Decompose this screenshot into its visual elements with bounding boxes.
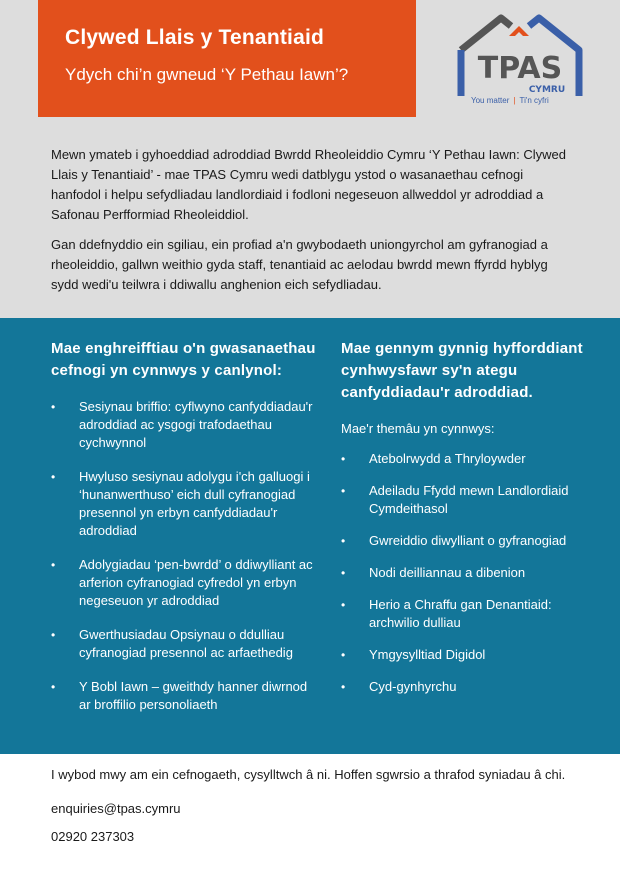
list-item: • Gwerthusiadau Opsiynau o ddulliau cyfranogiad presennol ac arfaethedig [51,626,321,662]
intro [51,145,571,305]
tpas-cymru-logo [455,10,585,110]
list-item: • Cyd-gynhyrchu [341,678,591,696]
training-column [341,338,591,710]
training-heading: Mae gennym gynnig hyfforddiant cynhwysfawr sy'n ategu canfyddiadau'r adroddiad. [341,340,583,401]
list-item: • Adolygiadau ‘pen-bwrdd’ o ddiwylliant ac arferion cyfranogiad cyfredol yn erbyn negeseuon yr adroddiad [51,556,321,610]
support-services-list [51,398,321,714]
themes-lead: Mae'r themâu yn cynnwys: [341,421,495,436]
contact-cta: I wybod mwy am ein cefnogaeth, cysylltwch â ni. Hoffen sgwrsio a thrafod syniadau â chi. [51,767,566,782]
services-section [0,318,620,754]
list-item: • Sesiynau briffio: cyflwyno canfyddiadau'r adroddiad ac ysgogi trafodaethau cychwynnol [51,398,321,452]
list-item: • Adeiladu Ffydd mewn Landlordiaid Cymdeithasol [341,482,591,518]
page-title: Clywed Llais y Tenantiaid [65,26,325,49]
list-item: • Ymgysylltiad Digidol [341,646,591,664]
title-banner [38,0,416,117]
logo-tagline-en: You matter [471,96,510,105]
logo-sub: CYMRU [528,85,566,95]
contact-footer [51,766,581,856]
list-item: • Y Bobl Iawn – gweithdy hanner diwrnod ar broffilio personoliaeth [51,678,321,714]
intro-paragraph-1: Mewn ymateb i gyhoeddiad adroddiad Bwrdd Rheoleiddio Cymru ‘Y Pethau Iawn: Clywed Llais y Tenantiaid’ - mae TPAS Cymru wedi datblygu ystod o wasanaethau cefnogi hanfodol i helpu sefydliadau landlordiaid i fodloni negeseuon allweddol yr adroddiad a Safonau Perfformiad Rheoleiddiol. [51,147,566,222]
logo-tagline-separator: | [513,96,516,105]
logo-tagline-cy: Ti'n cyfri [519,96,549,105]
list-item: • Gwreiddio diwylliant o gyfranogiad [341,532,591,550]
themes-list [341,450,591,696]
page-subtitle: Ydych chi’n gwneud ‘Y Pethau Iawn’? [65,65,349,84]
support-services-heading: Mae enghreifftiau o'n gwasanaethau cefnogi yn cynnwys y canlynol: [51,340,316,379]
contact-phone: 02920 237303 [51,829,135,844]
support-services-column [51,338,321,730]
logo-tagline [471,96,581,105]
list-item: • Hwyluso sesiynau adolygu i'ch galluogi i ‘hunanwerthuso’ eich dull cyfranogiad presennol yn erbyn canfyddiadau'r adroddiad [51,468,321,540]
contact-email-link[interactable]: enquiries@tpas.cymru [51,801,181,816]
logo-wordmark: TPAS [477,51,563,86]
list-item: • Herio a Chraffu gan Denantiaid: archwilio dulliau [341,596,591,632]
list-item: • Atebolrwydd a Thryloywder [341,450,591,468]
list-item: • Nodi deilliannau a dibenion [341,564,591,582]
intro-paragraph-2: Gan ddefnyddio ein sgiliau, ein profiad a'n gwybodaeth uniongyrchol am gyfranogiad a rheoleiddio, gallwn weithio gyda staff, tenantiaid ac aelodau bwrdd mewn ffyrdd hyblyg sydd wedi'u teilwra i ddiwallu anghenion eich sefydliadau. [51,237,548,292]
top-section [0,0,620,318]
